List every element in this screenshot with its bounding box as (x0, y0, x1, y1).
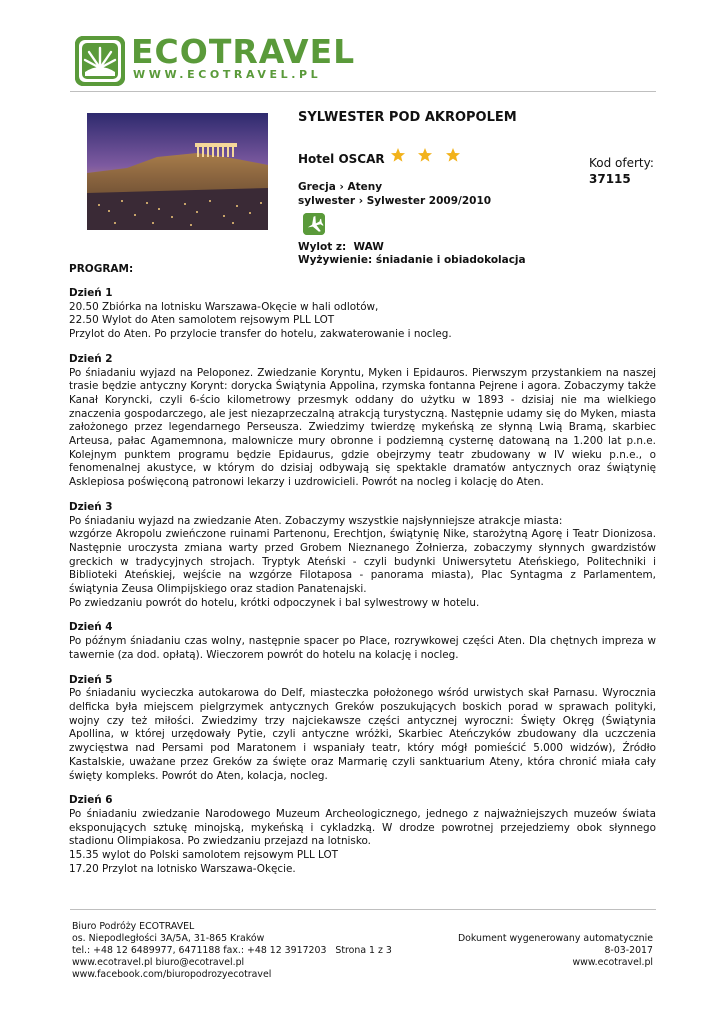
offer-category: sylwester › Sylwester 2009/2010 (298, 195, 492, 207)
day-title: Dzień 4 (69, 621, 113, 634)
departure-info: Wylot z: WAW (298, 241, 384, 253)
day-text-line: Po zwiedzaniu powrót do hotelu, krótki odpoczynek i bal sylwestrowy w hotelu. (69, 596, 480, 609)
day-title: Dzień 2 (69, 352, 113, 365)
day-title: Dzień 1 (69, 287, 113, 299)
day-text-line: 22.50 Wylot do Aten samolotem rejsowym PLL LOT (69, 314, 335, 327)
program-day (69, 794, 656, 876)
day-description (69, 301, 656, 342)
program-day (69, 621, 656, 662)
offer-code-label: Kod oferty: (589, 156, 654, 170)
footer-right-line: Dokument wygenerowany automatycznie (457, 933, 653, 944)
board-info: Wyżywienie: śniadanie i obiadokolacja (298, 254, 526, 266)
logo-sun-icon (75, 36, 125, 86)
day-text-line: 20.50 Zbiórka na lotnisku Warszawa-Okęcie w hali odlotów, (69, 300, 379, 313)
offer-location: Grecja › Ateny (298, 181, 383, 193)
footer-left-line: Biuro Podróży ECOTRAVEL (72, 921, 195, 932)
day-text-line: 15.35 wylot do Polski samolotem rejsowym PLL LOT (69, 849, 338, 862)
program-day (69, 674, 656, 784)
star-icon (390, 147, 406, 163)
footer-left-line[interactable]: www.ecotravel.pl biuro@ecotravel.pl (72, 957, 245, 968)
brand-url: WWW.ECOTRAVEL.PL (133, 68, 322, 81)
footer-divider (70, 909, 656, 910)
day-text-line: Po śniadaniu wycieczka autokarowa do Delf, miasteczka położonego wśród urwistych skał Parnasu. Wyrocznia delficka była miejscem pielgrzymek antycznych Greków poszukujących boskich porad w sprawach polityki, wojny czy też miłości. Zwiedzimy trzy najciekawsze części antycznej wyroczni: Święty Okręg (Świątynia Apollina, w której urzędowały Pytie, czyli antyczne wróżki, Skarbiec Ateńczyków zbudowany dla uczczenia zwycięstwa nad Persami pod Maratonem i wspaniały teatr, który mógł pomieścić 5.000 widzów), Źródło Kastalskie, uważane przez Greków za święte oraz Marmarię czyli sanktuarium Ateny, która chronić miała cały święty kompleks. Powrót do Aten, kolacja, nocleg. (69, 687, 656, 782)
hotel-name: Hotel OSCAR (298, 152, 385, 166)
footer-right-line: 8-03-2017 (604, 945, 653, 956)
program-day (69, 353, 656, 490)
day-title: Dzień 5 (69, 673, 113, 686)
program-day (69, 501, 656, 611)
brand-name: ECOTRAVEL (131, 32, 356, 71)
star-icon (445, 147, 461, 163)
program-days (69, 287, 656, 887)
day-text-line: Po śniadaniu wyjazd na Peloponez. Zwiedzanie Koryntu, Myken i Epidauros. Pierwszym przystankiem na naszej trasie będzie antyczny Korynt: dorycka Świątynia Appolina, rzymska fontanna Pejrene i agora. Zobaczymy także Kanał Koryncki, czyli 6-ścio kilometrowy przesmyk oddany do użytku w 1893 - dzisiaj nie ma wielkiego znaczenia gospodarczego, ale jest niezaprzeczalną atrakcją turystyczną. Następnie udamy się do Myken, miasta założonego przez legendarnego Perseusza. Zwiedzimy twierdzę mykeńską ze słynną Lwią Bramą, skarbiec Arteusa, pałac Agamemnona, malownicze mury obronne i podziemną cysternę datowaną na 1.200 lat p.n.e. Kolejnym punktem programu będzie Epidaurus, gdzie obejrzymy teatr zbudowany w IV wieku p.n.e., o fenomenalnej akustyce, w którym do dzisiaj odbywają się spektakle dramatów antycznych oraz świątynię Asklepiosa poświęconą patronowi lekarzy i uzdrowicieli. Powrót na nocleg i kolację do Aten. (69, 366, 656, 489)
footer-left-line[interactable]: www.facebook.com/biuropodrozyecotravel (72, 969, 272, 980)
day-description (69, 635, 656, 662)
brand-logo[interactable] (75, 32, 365, 88)
day-text-line: wzgórze Akropolu zwieńczone ruinami Partenonu, Erechtjon, świątynię Nike, starożytną Agorę i Teatr Dionizosa. Następnie uroczysta zmiana warty przed Grobem Nieznanego Żołnierza, zobaczymy słynnych gwardzistów greckich w tradycyjnych strojach. Tryptyk Ateński - czyli budynki Uniwersytetu Ateńskiego, Politechniki i Biblioteki Ateńskiej, wejście na wzgórze Filotaposa - panorama miasta), Plac Syntagma z Parlamentem, świątynia Zeusa Olimpijskiego oraz stadion Panatenajski. (69, 528, 656, 596)
day-title: Dzień 3 (69, 500, 113, 513)
day-text-line: Po późnym śniadaniu czas wolny, następnie spacer po Place, rozrywkowej części Aten. Dla chętnych impreza w tawernie (za dod. opłatą). Wieczorem powrót do hotelu na kolację i nocleg. (69, 635, 656, 661)
footer-left-line: os. Niepodległości 3A/5A, 31-865 Kraków (72, 933, 265, 944)
day-title: Dzień 6 (69, 794, 113, 807)
footer-left-line: tel.: +48 12 6489977, 6471188 fax.: +48 12 3917203 Strona 1 z 3 (72, 945, 392, 956)
acropolis-photo (87, 113, 268, 230)
day-description (69, 515, 656, 611)
footer-right-line[interactable]: www.ecotravel.pl (572, 957, 653, 968)
footer-contact (72, 921, 392, 981)
plane-icon (303, 213, 325, 235)
day-description (69, 808, 656, 877)
star-icon (417, 147, 433, 163)
offer-code: 37115 (589, 172, 631, 186)
day-description (69, 687, 656, 783)
program-day (69, 287, 656, 342)
day-description (69, 367, 656, 490)
offer-title: SYLWESTER POD AKROPOLEM (298, 110, 517, 125)
day-text-line: 17.20 Przylot na lotnisko Warszawa-Okęcie. (69, 862, 296, 875)
program-heading: PROGRAM: (69, 263, 134, 275)
day-text-line: Po śniadaniu zwiedzanie Narodowego Muzeum Archeologicznego, jednego z najważniejszych muzeów świata eksponujących sztukę minojską, mykeńską i cykladzką. W drodze powrotnej przejedziemy obok słynnego stadionu Olimpiakosa. Po zwiedzaniu przejazd na lotnisko. (69, 807, 656, 848)
day-text-line: Po śniadaniu wyjazd na zwiedzanie Aten. Zobaczymy wszystkie najsłynniejsze atrakcje miasta: (69, 514, 563, 527)
day-text-line: Przylot do Aten. Po przylocie transfer do hotelu, zakwaterowanie i nocleg. (69, 328, 452, 341)
header-divider (70, 91, 656, 92)
footer-generated-info (458, 933, 653, 969)
